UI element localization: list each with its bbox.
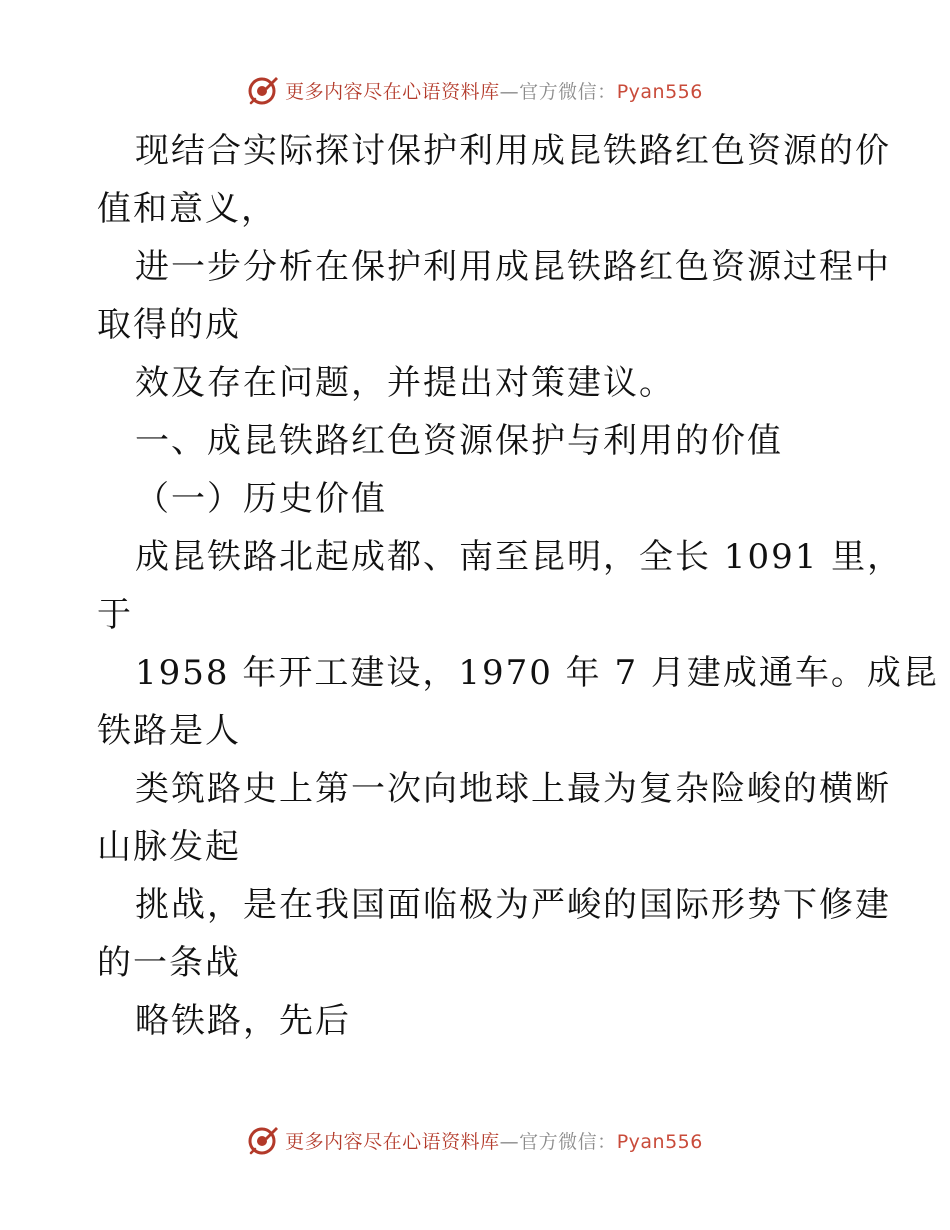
paragraph-line: 1958 年开工建设，1970 年 7 月建成通车。成昆 [135,653,939,693]
paragraph-line: 略铁路，先后 [135,1001,351,1041]
paragraph-line: 进一步分析在保护利用成昆铁路红色资源过程中 [135,247,891,287]
header-site-text: 更多内容尽在心语资料库 [285,80,500,103]
paragraph-line: 成昆铁路北起成都、南至昆明，全长 1091 里， [135,537,904,577]
header-wechat-id: Pyan556 [616,80,703,103]
paragraph-line: 一、成昆铁路红色资源保护与利用的价值 [135,421,783,461]
footer-banner [0,1120,950,1160]
footer-text [285,1127,703,1154]
footer-site-text: 更多内容尽在心语资料库 [285,1130,500,1153]
paragraph-line: 取得的成 [97,305,241,345]
paragraph-line: 现结合实际探讨保护利用成昆铁路红色资源的价 [135,131,891,171]
paragraph-line: 值和意义， [97,189,277,229]
footer-wechat-id: Pyan556 [616,1130,703,1153]
header-wechat-label: 官方微信： [519,80,617,103]
paragraph-line: 类筑路史上第一次向地球上最为复杂险峻的横断 [135,769,891,809]
header-dash: — [499,80,520,103]
footer-wechat-label: 官方微信： [519,1130,617,1153]
paragraph-line: 铁路是人 [97,711,241,751]
header-banner-inner [247,74,703,106]
pen-logo-icon [247,1124,279,1156]
paragraph-line: 于 [97,595,133,635]
paragraph-line: 效及存在问题，并提出对策建议。 [135,363,675,403]
paragraph-line: （一）历史价值 [135,479,387,519]
paragraph-line: 的一条战 [97,943,241,983]
document-body [97,122,939,1050]
paragraph-line: 挑战，是在我国面临极为严峻的国际形势下修建 [135,885,891,925]
pen-logo-icon [247,74,279,106]
header-banner [0,70,950,110]
footer-banner-inner [247,1124,703,1156]
footer-dash: — [499,1130,520,1153]
paragraph-line: 山脉发起 [97,827,241,867]
header-text [285,77,703,104]
